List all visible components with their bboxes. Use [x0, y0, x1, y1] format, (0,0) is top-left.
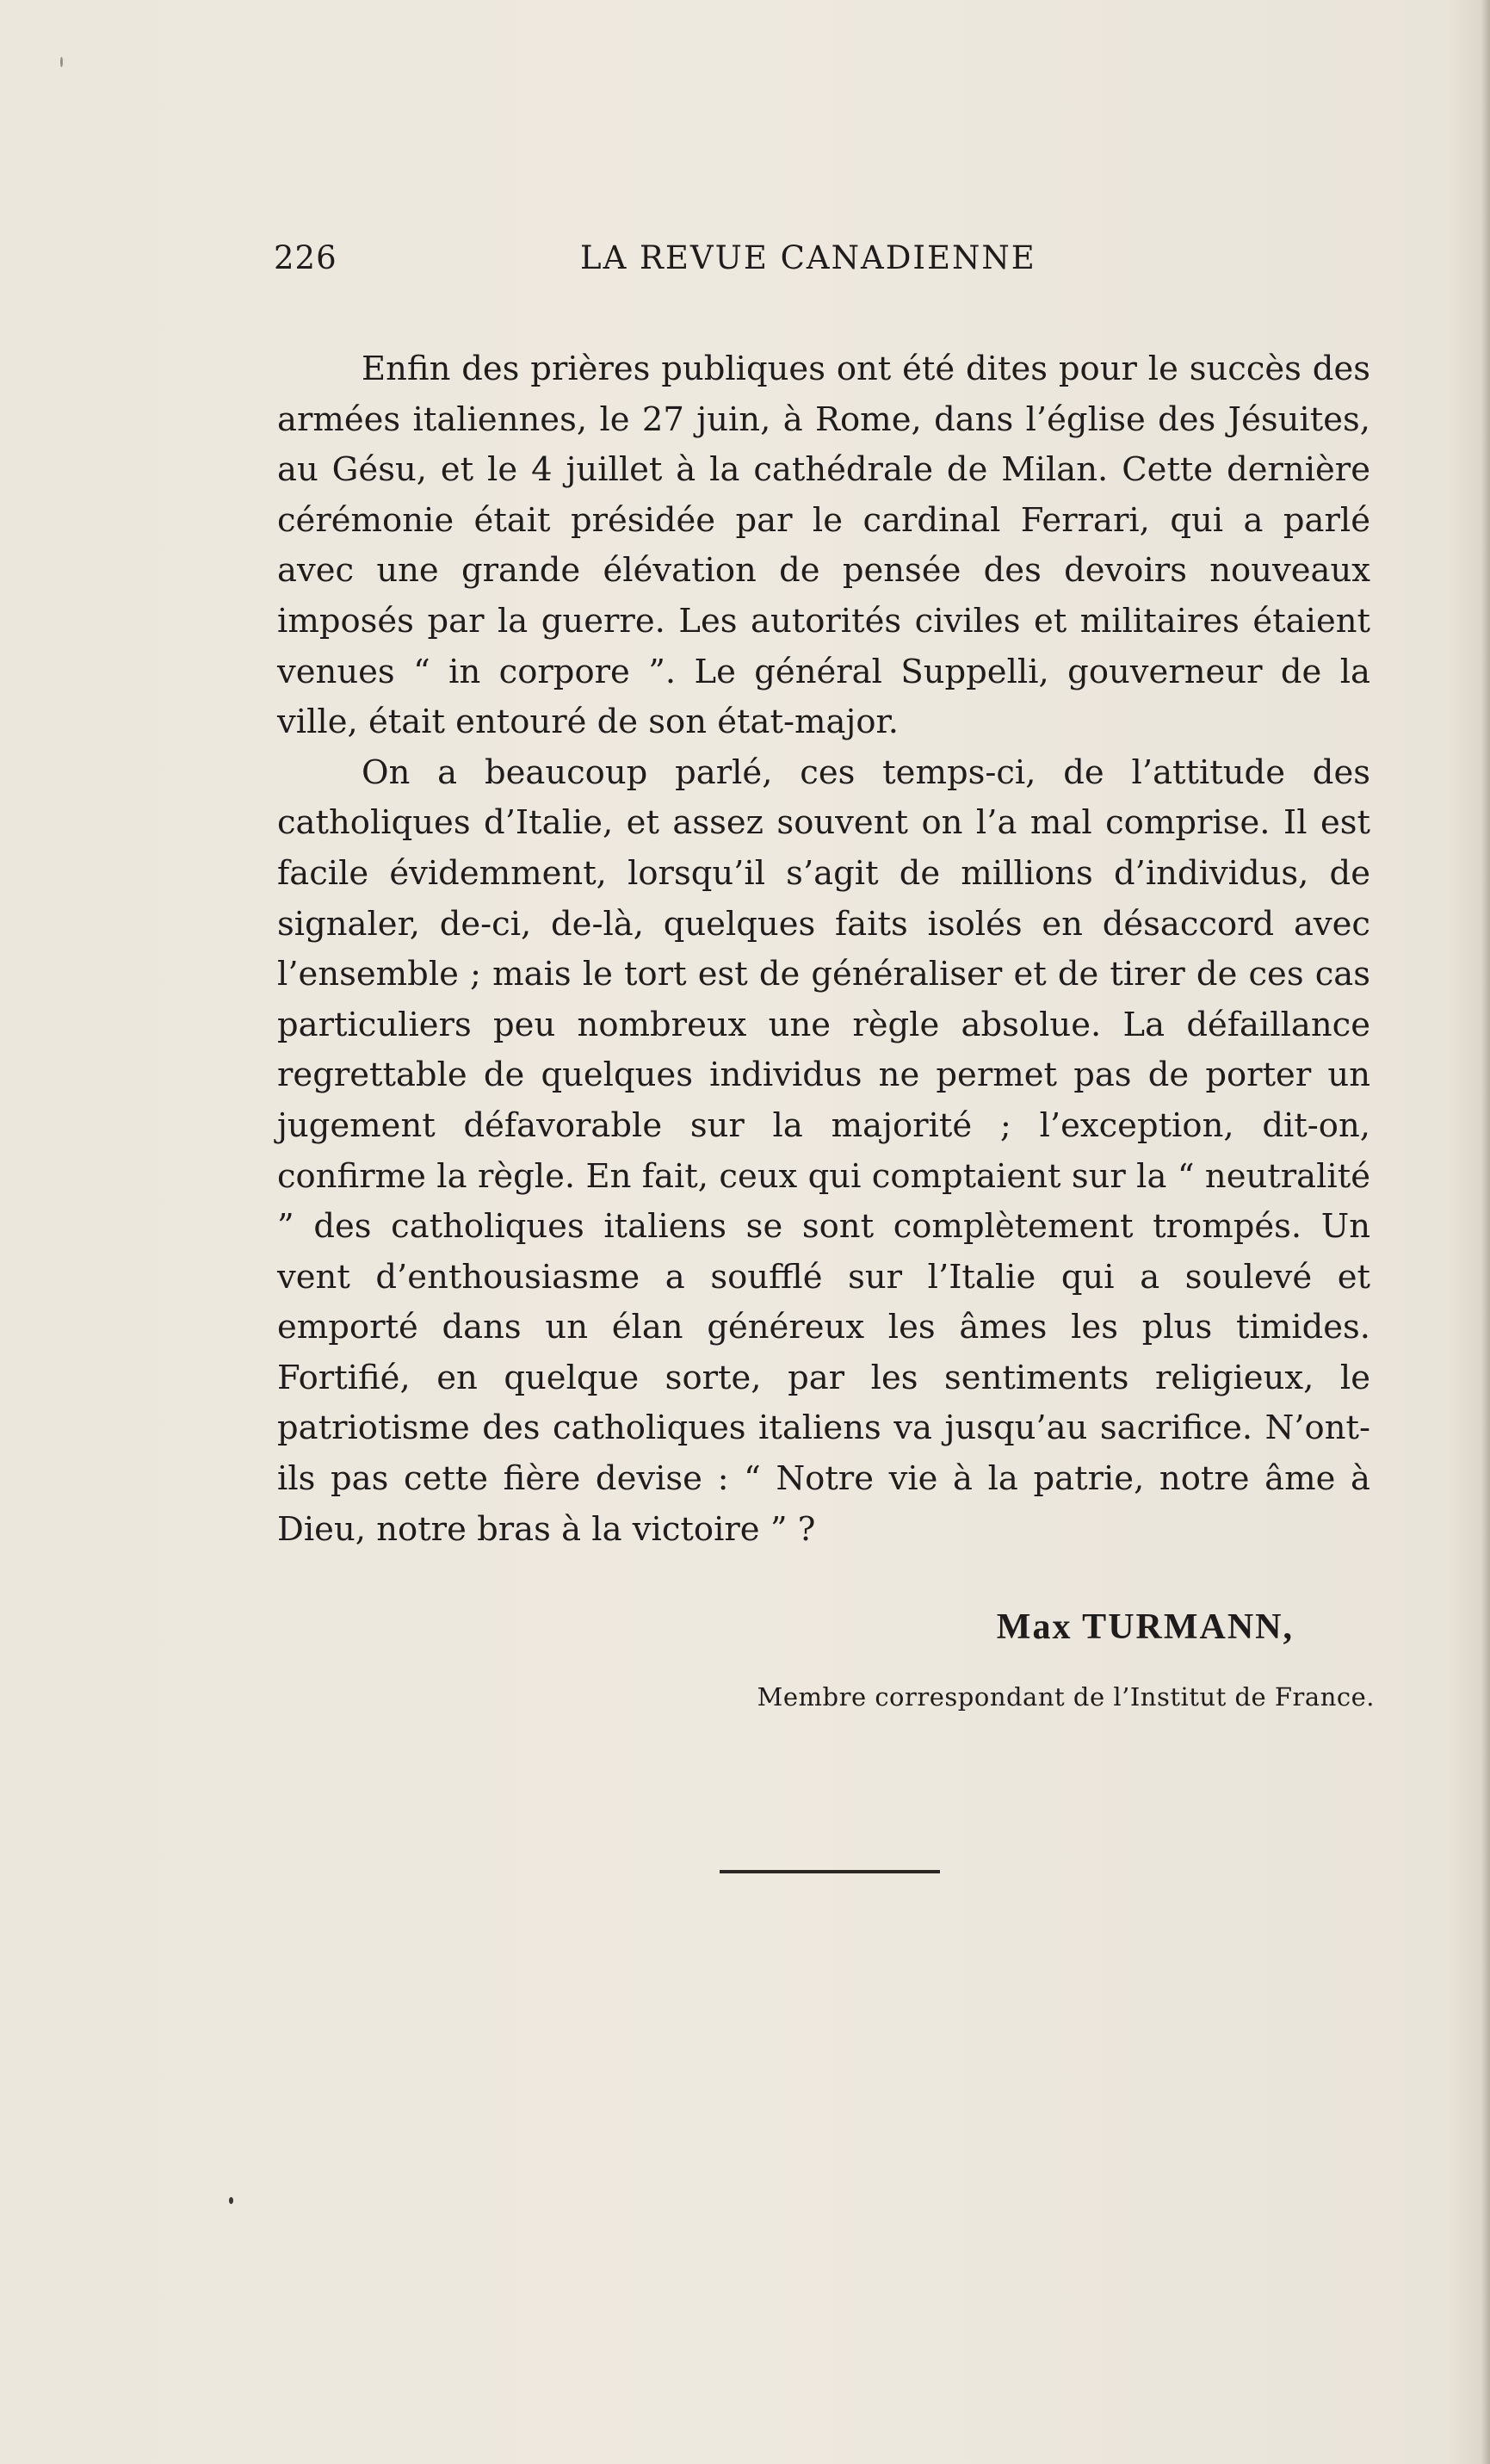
page-edge-shadow [1481, 0, 1490, 2464]
paragraph-1: Enfin des prières publiques ont été dites pour le succès des armées italiennes, le 27 juin, à Rome, dans l’église des Jésuites, au Gésu, et le 4 juillet à la cathédrale de Milan. Cette dernière cérémonie était présidée par le cardinal Ferrari, qui a parlé avec une grande élévation de pensée des devoirs nouveaux imposés par la guerre. Les autorités civiles et militaires étaient venues “ in corpore ”. Le général Suppelli, gouverneur de la ville, était entouré de son état-major. [277, 350, 1370, 742]
ink-speck [229, 2197, 233, 2204]
author-signature: Max TURMANN, [996, 1607, 1294, 1647]
paragraph-2: On a beaucoup parlé, ces temps-ci, de l’attitude des catholiques d’Italie, et assez souvent on l’a mal comprise. Il est facile évidemment, lorsqu’il s’agit de millions d’individus, de signaler, de-ci, de-là, quelques faits isolés en désaccord avec l’ensemble ; mais le tort est de généraliser et de tirer de ces cas particuliers peu nombreux une règle absolue. La défaillance regrettable de quelques individus ne permet pas de porter un jugement défavorable sur la majorité ; l’exception, dit-on, confirme la règle. En fait, ceux qui comptaient sur la “ neutralité ” des catholiques italiens se sont complètement trompés. Un vent d’enthousiasme a soufflé sur l’Italie qui a soulevé et emporté dans un élan généreux les âmes les plus timides. Fortifié, en quelque sorte, par les sentiments religieux, le patriotisme des catholiques italiens va jusqu’au sacrifice. N’ont-ils pas cette fière devise : “ Notre vie à la patrie, notre âme à Dieu, notre bras à la victoire ” ? [277, 752, 1370, 1549]
end-rule [720, 1870, 940, 1873]
page-number: 226 [274, 239, 337, 276]
running-head [274, 239, 1074, 282]
ink-speck [60, 57, 63, 67]
author-affiliation: Membre correspondant de l’Institut de France. [757, 1682, 1375, 1712]
article-body [277, 344, 1370, 1555]
journal-title: LA REVUE CANADIENNE [580, 239, 1036, 276]
